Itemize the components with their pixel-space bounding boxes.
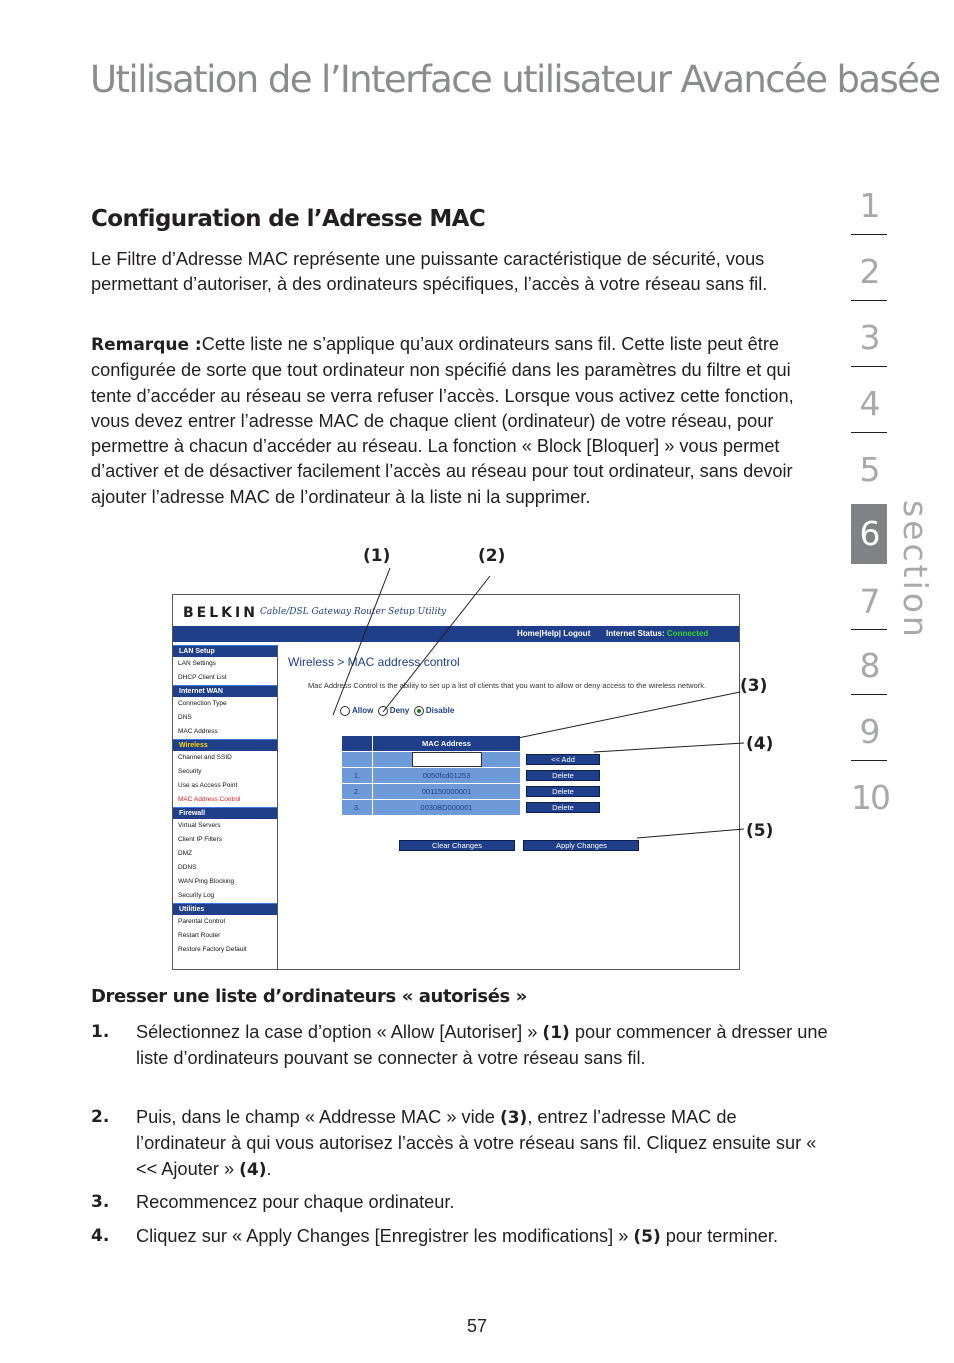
callout-4: (4) (746, 734, 774, 754)
page-title: Utilisation de l’Interface utilisateur Avancée basée (90, 58, 940, 101)
delete-button[interactable]: Delete (526, 802, 600, 813)
sidebar-head-wan: Internet WAN (173, 685, 277, 697)
sidebar-head-firewall: Firewall (173, 807, 277, 819)
sidebar-item[interactable]: Security (178, 768, 202, 775)
add-button[interactable]: << Add (526, 754, 600, 765)
delete-button[interactable]: Delete (526, 786, 600, 797)
belkin-logo: BELKIN (183, 605, 258, 621)
sidebar-item[interactable]: Use as Access Point (178, 782, 238, 789)
internet-status-value: Connected (666, 629, 709, 638)
note-label: Remarque : (91, 335, 202, 355)
step-callout: (4) (239, 1159, 267, 1180)
sidebar-item[interactable]: WAN Ping Blocking (178, 878, 235, 885)
step-text: pour commencer à dresser une liste d’ordinateurs pouvant se connecter à votre réseau sans fil. (136, 1022, 828, 1069)
intro-paragraph: Le Filtre d’Adresse MAC représente une puissante caractéristique de sécurité, vous permettant d’autoriser, à des ordinateurs spécifiques, l’accès à votre réseau sans fil. (91, 249, 768, 295)
section-number-4[interactable]: 4 (859, 384, 879, 423)
step-3 (91, 1190, 831, 1215)
sidebar-item[interactable]: Parental Control (178, 918, 225, 925)
sidebar-item[interactable]: Client IP Filters (178, 836, 222, 843)
callout-5: (5) (746, 821, 774, 841)
section-number-1[interactable]: 1 (859, 186, 879, 225)
section-label: section (896, 500, 935, 640)
sidebar-head-utilities: Utilities (173, 903, 277, 915)
section-number-2[interactable]: 2 (859, 252, 879, 291)
deny-label: Deny (389, 706, 410, 716)
row-number: 3. (342, 800, 373, 816)
step-callout: (3) (499, 1108, 528, 1128)
sidebar-item[interactable]: Security Log (178, 892, 215, 899)
section-number-3[interactable]: 3 (859, 318, 879, 357)
row-number: 2. (342, 784, 373, 800)
step-number: 2. (91, 1107, 110, 1127)
row-number: 1. (342, 768, 373, 784)
sidebar-head-wireless: Wireless (173, 739, 277, 751)
callout-line-1 (333, 568, 390, 715)
callout-line-5 (637, 829, 744, 838)
callout-1: (1) (363, 546, 391, 566)
step-number: 1. (91, 1022, 110, 1042)
sidebar-item[interactable]: DMZ (178, 850, 193, 857)
row-mac: 0030BD000001 (373, 800, 521, 816)
step-text: , entrez l’adresse MAC de l’ordinateur à qui vous autorisez l’accès à votre réseau sans fil. Cliquez ensuite sur « << Ajouter » (136, 1107, 817, 1179)
section-number-10[interactable]: 10 (851, 778, 889, 817)
sidebar-head-lan: LAN Setup (173, 645, 277, 657)
step-4 (91, 1224, 831, 1250)
step-callout: (5) (633, 1227, 661, 1247)
callout-3: (3) (740, 676, 768, 696)
step-callout: (1) (542, 1023, 570, 1043)
row-mac: 0050fcd01253 (373, 768, 521, 784)
sidebar-item[interactable]: LAN Settings (178, 660, 216, 667)
callout-line-4 (594, 743, 744, 752)
step-text: . (266, 1158, 272, 1179)
sidebar-item[interactable]: DDNS (178, 864, 197, 871)
step-2 (91, 1105, 831, 1183)
step-number: 4. (91, 1226, 110, 1246)
step-text: Puis, dans le champ « Addresse MAC » vide (136, 1107, 500, 1127)
step-1 (91, 1020, 831, 1072)
router-description: Mac Address Control is the ability to set up a list of clients that you want to allow or deny access to the wireless network. (308, 681, 707, 690)
table-header-mac: MAC Address (373, 736, 521, 752)
sidebar-item[interactable]: Virtual Servers (178, 822, 221, 829)
section-number-8[interactable]: 8 (859, 646, 879, 685)
page-number: 57 (466, 1316, 488, 1336)
section-heading: Configuration de l’Adresse MAC (91, 206, 486, 232)
callout-line-3 (518, 692, 740, 738)
step-text: Cliquez sur « Apply Changes [Enregistrer les modifications] » (136, 1226, 634, 1246)
internet-status-label: Internet Status: (606, 629, 665, 638)
step-text: Recommencez pour chaque ordinateur. (136, 1192, 455, 1212)
sidebar-item[interactable]: MAC Address (178, 728, 218, 735)
sidebar-item[interactable]: Channel and SSID (178, 754, 232, 761)
steps-heading: Dresser une liste d’ordinateurs « autorisés » (91, 986, 527, 1007)
router-page-title: Wireless > MAC address control (288, 655, 460, 669)
callout-2: (2) (478, 546, 506, 566)
allow-label: Allow (352, 706, 374, 716)
note-text: Cette liste ne s’applique qu’aux ordinateurs sans fil. Cette liste peut être configurée de sorte que tout ordinateur non spécifié dans les paramètres du filtre et qui tente d’accéder au réseau se verra refuser l’accès. Lorsque vous activez cette fonction, vous devez entrer l’adresse MAC de chaque client (ordinateur) de votre réseau, pour permettre à chacun d’accéder au réseau. La fonction « Block [Bloquer] » vous permet d’activer et de désactiver facilement l’accès au réseau pour tout ordinateur, sans devoir ajouter l’adresse MAC de l’ordinateur à la liste ni la supprimer. (91, 334, 794, 507)
router-tagline: Cable/DSL Gateway Router Setup Utility (260, 607, 447, 617)
clear-changes-button[interactable]: Clear Changes (399, 840, 515, 851)
callout-line-2 (383, 576, 490, 712)
sidebar-item[interactable]: DHCP Client List (178, 674, 227, 681)
sidebar-item[interactable]: DNS (178, 714, 192, 721)
apply-changes-button[interactable]: Apply Changes (523, 840, 639, 851)
section-number-6-active[interactable]: 6 (851, 504, 887, 564)
section-number-9[interactable]: 9 (859, 712, 879, 751)
section-number-5[interactable]: 5 (859, 450, 879, 489)
router-top-links[interactable]: Home|Help| Logout (517, 629, 591, 638)
step-text: Sélectionnez la case d’option « Allow [Autoriser] » (136, 1022, 543, 1042)
delete-button[interactable]: Delete (526, 770, 600, 781)
section-number-7[interactable]: 7 (859, 582, 879, 621)
disable-label: Disable (425, 706, 455, 716)
sidebar-item[interactable]: Restart Router (178, 932, 221, 939)
sidebar-item[interactable]: Connection Type (178, 700, 227, 707)
row-mac: 001150000001 (373, 784, 521, 800)
sidebar-item-mac-address-control[interactable]: MAC Address Control (178, 796, 241, 803)
step-text: pour terminer. (660, 1226, 779, 1246)
step-number: 3. (91, 1192, 110, 1212)
sidebar-item[interactable]: Restore Factory Default (178, 946, 247, 953)
